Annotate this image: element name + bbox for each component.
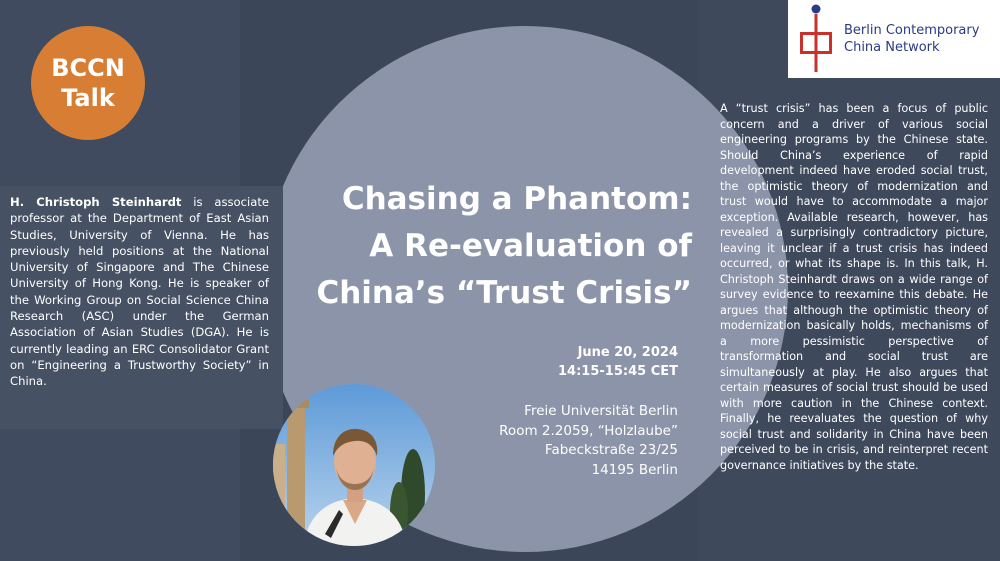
badge-line-1: BCCN xyxy=(51,54,125,82)
title-line-3: China’s “Trust Crisis” xyxy=(316,275,692,311)
bccn-talk-badge xyxy=(31,26,145,140)
speaker-bio xyxy=(0,186,283,429)
talk-title xyxy=(316,176,692,317)
speaker-portrait-illustration xyxy=(273,384,435,546)
bccn-logo-icon xyxy=(796,2,836,76)
event-time: 14:15-15:45 CET xyxy=(558,364,678,379)
event-date: June 20, 2024 xyxy=(577,345,678,360)
title-line-2: A Re-evaluation of xyxy=(369,228,692,264)
title-line-1: Chasing a Phantom: xyxy=(341,181,692,217)
bccn-logo xyxy=(788,0,1000,78)
speaker-name: H. Christoph Steinhardt xyxy=(10,195,182,209)
logo-line-1: Berlin Contemporary xyxy=(844,23,980,38)
badge-line-2: Talk xyxy=(61,84,115,112)
event-datetime xyxy=(558,343,678,381)
bccn-logo-text xyxy=(844,22,979,56)
speaker-bio-text: is associate professor at the Department of East Asian Studies, University of Vienna. He has previously held positions at the National University of Singapore and The Chinese University of Hong Kong. He is speaker of the Working Group on Social Science China Research (ASC) under the German Association of Asian Studies (DGA). He is currently leading an ERC Consolidator Grant on “Engineering a Trustworthy Society” in China. xyxy=(10,195,270,389)
venue-line-4: 14195 Berlin xyxy=(591,461,678,478)
speaker-photo xyxy=(273,384,435,546)
venue-line-3: Fabeckstraße 23/25 xyxy=(544,442,678,458)
talk-abstract: A “trust crisis” has been a focus of public concern and a driver of various social engineering programs by the Chinese state. Should China’s experience of rapid development indeed have eroded social trust, the optimistic theory of modernization and trust would have to accommodate a major exception. Available research, however, has revealed a surprisingly contradictory picture, leaving it unclear if a trust crisis has indeed occurred, or what its shape is. In this talk, H. Christoph Steinhardt draws on a wide range of survey evidence to reexamine this debate. He argues that although the optimistic theory of modernization basically holds, mechanisms of a more pessimistic perspective of transformation and social trust are simultaneously at play. He also argues that certain measures of social trust should be used with more caution in the Chinese context. Finally, he reevaluates the question of why social trust and solidarity in China have been perceived to be in crisis, and reinterpret recent governance initiatives by the state. xyxy=(720,102,988,472)
venue-line-2: Room 2.2059, “Holzlaube” xyxy=(499,422,678,439)
event-venue xyxy=(499,402,678,480)
logo-line-2: China Network xyxy=(844,40,940,55)
venue-line-1: Freie Universität Berlin xyxy=(524,403,678,419)
